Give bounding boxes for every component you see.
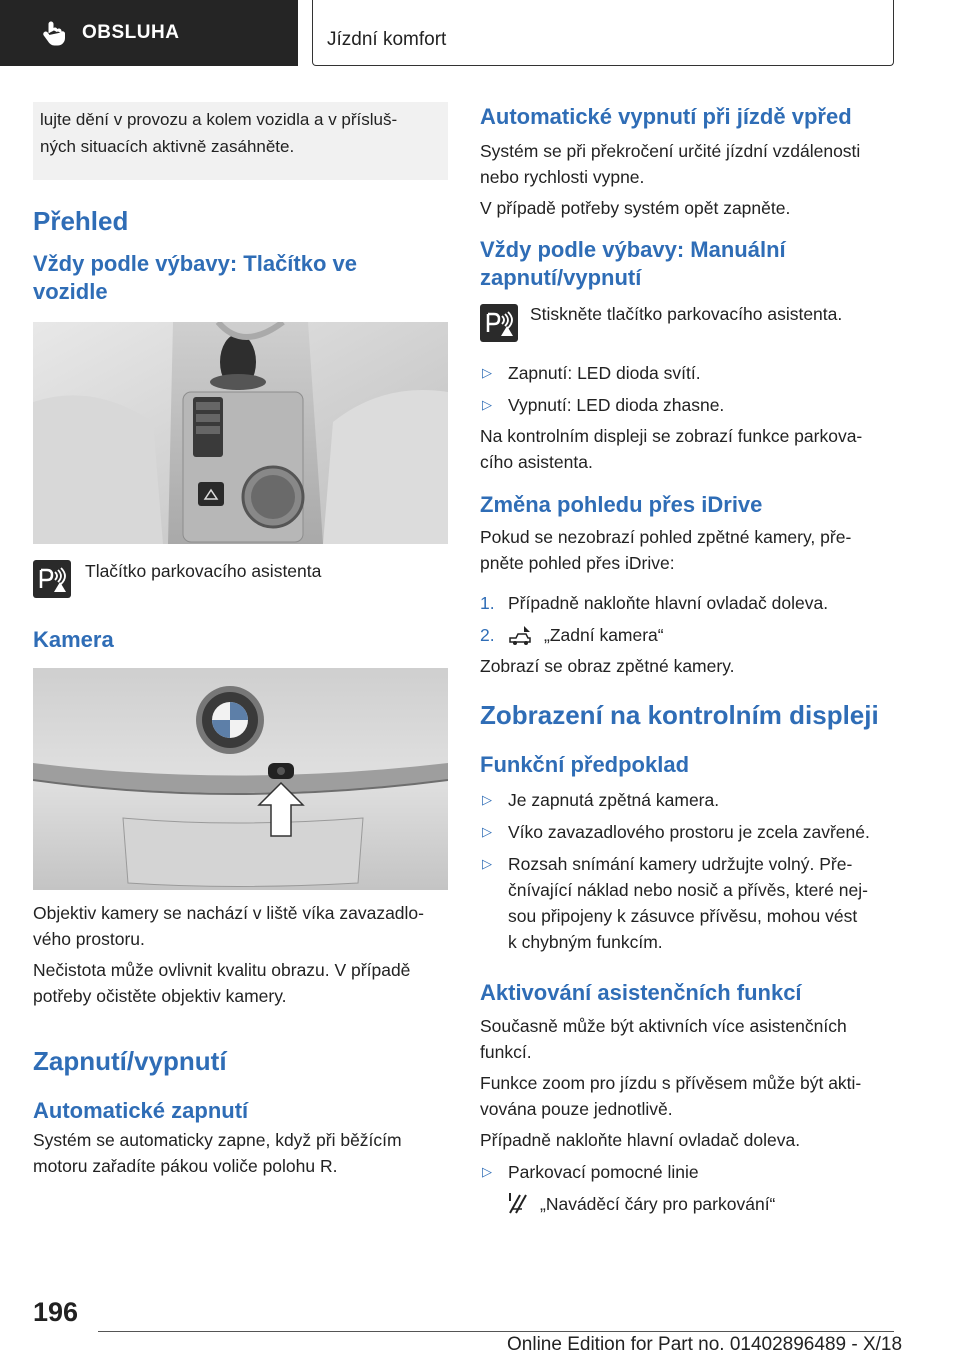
footer-edition: Online Edition for Part no. 01402896489 - X/18 [507, 1334, 903, 1355]
button-caption: Tlačítko parkovacího asistenta [85, 561, 322, 581]
list-item: ▷ Víko zavazadlového prostoru je zcela zavřené. [480, 819, 898, 845]
auto-off-paragraph-1: Systém se při překročení určité jízdní vzdálenosti nebo rychlosti vypne. [480, 141, 861, 187]
list-item: 1. Případně nakloňte hlavní ovladač doleva. [480, 593, 829, 613]
bullet-triangle-icon: ▷ [482, 397, 492, 412]
list-item: ▷ Rozsah snímání kamery udržujte volný. Pře- čnívající náklad nebo nosič a přívěs, které nej- sou připojeny k zásuvce přívěsu, mohou vést k chybným funkcím. [480, 851, 898, 955]
assist-icon-row [480, 1191, 898, 1217]
precond-heading: Funkční předpoklad [480, 752, 690, 777]
hand-icon [40, 19, 68, 47]
manual-bullets [480, 360, 898, 418]
console-photo [33, 322, 448, 544]
idrive-result: Zobrazí se obraz zpětné kamery. [480, 656, 735, 676]
onoff-heading: Zapnutí/vypnutí [33, 1046, 227, 1076]
left-column [33, 102, 448, 1179]
list-item: ▷ Parkovací pomocné linie [480, 1159, 898, 1185]
list-item: ▷ Je zapnutá zpětná kamera. [480, 787, 898, 813]
assist-heading: Aktivování asistenčních funkcí [480, 980, 802, 1005]
overview-heading: Přehled [33, 206, 129, 236]
idrive-paragraph: Pokud se nezobrazí pohled zpětné kamery, pře- pněte pohled přes iDrive: [480, 527, 852, 573]
list-item: 2. „Zadní kamera“ [480, 625, 664, 645]
park-assist-button-icon [480, 304, 518, 342]
camera-photo [33, 668, 448, 890]
auto-on-heading: Automatické zapnutí [33, 1098, 249, 1123]
assist-paragraph-2: Funkce zoom pro jízdu s přívěsem může být akti- vována pouze jednotlivě. [480, 1073, 862, 1119]
manual-heading: Vždy podle výbavy: Manuální zapnutí/vypnutí [480, 237, 786, 290]
display-heading: Zobrazení na kontrolním displeji [480, 700, 879, 730]
parking-lines-icon [508, 1191, 530, 1215]
list-item: ▷ Zapnutí: LED dioda svítí. [480, 360, 898, 386]
camera-paragraph-2: Nečistota může ovlivnit kvalitu obrazu. V případě potřeby očistěte objektiv kamery. [33, 960, 411, 1006]
button-heading: Vždy podle výbavy: Tlačítko ve vozidle [33, 251, 358, 304]
manual-icon-text: Stiskněte tlačítko parkovacího asistenta. [530, 304, 843, 324]
park-assist-button-icon [33, 560, 71, 598]
camera-heading: Kamera [33, 627, 114, 652]
right-column [480, 102, 898, 1217]
button-caption-row [33, 560, 448, 598]
idrive-heading: Změna pohledu přes iDrive [480, 492, 763, 517]
auto-off-paragraph-2: V případě potřeby systém opět zapněte. [480, 198, 791, 218]
precond-bullets [480, 787, 898, 955]
bullet-triangle-icon: ▷ [482, 792, 492, 807]
idrive-steps [480, 590, 898, 648]
bullet-triangle-icon: ▷ [482, 365, 492, 380]
section-title: Jízdní komfort [312, 0, 894, 66]
page-number: 196 [33, 1297, 79, 1327]
bullet-triangle-icon: ▷ [482, 856, 492, 871]
manual-paragraph: Na kontrolním displeji se zobrazí funkce parkova- cího asistenta. [480, 426, 863, 472]
assist-icon-text: „Naváděcí čáry pro parkování“ [540, 1194, 776, 1214]
rear-camera-icon [508, 624, 534, 646]
assist-paragraph-3: Případně nakloňte hlavní ovladač doleva. [480, 1130, 801, 1150]
bullet-triangle-icon: ▷ [482, 824, 492, 839]
auto-off-heading: Automatické vypnutí při jízdě vpřed [480, 104, 852, 129]
chapter-tab[interactable] [0, 0, 298, 66]
manual-icon-row [480, 304, 898, 342]
list-item: ▷ Vypnutí: LED dioda zhasne. [480, 392, 898, 418]
assist-paragraph-1: Současně může být aktivních více asistenčních funkcí. [480, 1016, 847, 1062]
auto-on-paragraph: Systém se automaticky zapne, když při běžícím motoru zařadíte pákou voliče polohu R. [33, 1130, 402, 1176]
footer-divider [98, 1331, 894, 1332]
note-box: lujte dění v provozu a kolem vozidla a v přísluš- ných situacích aktivně zasáhněte. [33, 102, 448, 180]
camera-paragraph-1: Objektiv kamery se nachází v liště víka zavazadlo- vého prostoru. [33, 903, 424, 949]
chapter-label: OBSLUHA [82, 22, 180, 43]
bullet-triangle-icon: ▷ [482, 1164, 492, 1179]
